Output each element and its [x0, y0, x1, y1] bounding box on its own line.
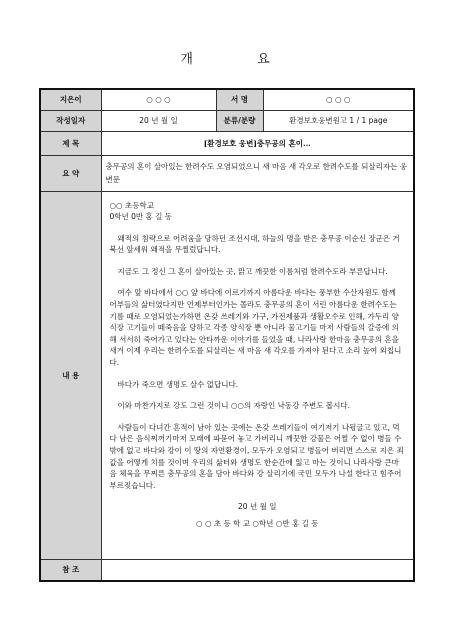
- category-value: 환경보호웅변원고 1 / 1 page: [263, 110, 414, 131]
- content-row: [40, 191, 414, 559]
- summary-value: 충무공의 혼이 살아있는 한려수도 오염되었으니 새 마음 새 각오로 한려수도를 되살리자는 웅변문: [101, 155, 414, 191]
- author-label: 지은이: [40, 89, 101, 110]
- school-line: ○○ 초등학교: [109, 200, 154, 210]
- subject-value: [환경보호 웅변]충무공의 혼이...: [101, 131, 414, 155]
- author-row: [40, 89, 414, 110]
- student-line: 0학년 0반 홍 길 동: [109, 212, 173, 222]
- summary-form-table: [39, 88, 415, 582]
- signature-line: ○ ○ 초 등 학 교 ○학년 ○반 홍 길 동: [196, 518, 319, 528]
- author-value: ○ ○ ○: [101, 89, 216, 110]
- paragraph-6: 사람들이 다녀간 흔적이 남아 있는 곳에는 온갖 쓰레기들이 여기저기 나뒹굴고 있고, 먹다 남은 음식찌꺼기마저 모래에 파묻어 놓고 가버리니 깨끗한 강물은 어쩔 수 없이 병들 수밖에 없고 바다와 강이 이 땅의 자연환경이, 모두가 오염되고 병들어 버리면 스스로 지은 죄 값을 어떻게 치를 것이며 우리의 삶터와 생명도 한순간에 잃고 마는 것이니 나라사랑 큰마음 체육을 무찌른 충무공의 혼을 담아 바다와 강 살리기에 국민 모두가 나설 한다고 힘주어 부르짖습니다.: [109, 422, 404, 490]
- reference-value: [101, 559, 414, 581]
- content-body: [101, 191, 414, 559]
- subject-row: [40, 131, 414, 155]
- paragraph-4: 바다가 죽으면 생명도 살수 없답니다.: [117, 379, 239, 389]
- paragraph-1: 왜적의 침략으로 어려움을 당하던 조선시대, 하늘의 명을 받은 충무공 이순신 장군은 거북선 앞세워 왜적을 무찔렀답니다.: [109, 233, 400, 255]
- date-row: [40, 110, 414, 131]
- date-line: 20 년 월 일: [238, 502, 277, 512]
- document-title: 개 요: [180, 52, 300, 67]
- paragraph-2: 지금도 그 정신 그 혼이 살아있는 곳, 맑고 깨끗한 이름처럼 한려수도라 부른답니다.: [117, 266, 388, 276]
- reference-label: 참 조: [40, 559, 101, 581]
- approver-value: ○ ○ ○: [263, 89, 414, 110]
- summary-label: 요 약: [40, 155, 101, 191]
- reference-row: [40, 559, 414, 581]
- category-label: 분류/분량: [216, 110, 263, 131]
- paragraph-5: 이와 마찬가지로 강도 그런 것이니 ○○의 자랑인 낙동강 주변도 봅시다.: [117, 401, 351, 411]
- paragraph-3: 여수 앞 바다에서 ○○ 앞 바다에 이르기까지 아름다운 바다는 풍부한 수산자원도 함께 어부들의 삶터였다지만 언제부터인가는 몰라도 충무공의 혼이 서린 아름다운 한려수도는 기름 때로 오염되었는가하면 온갖 쓰레기와 가구, 가전제품과 생활오수로 인해, 가두리 양식장 고기들이 떼죽음을 당하고 각종 양식장 뿐 아니라 물고기들 마저 사람들의 갈증에 의해 서서히 죽어가고 있다는 안타까운 이야기를 들었을 때, 나라사랑 한마음 충무공의 혼을 새겨 이제 우리는 한려수도를 되살리는 새 마음 새 각오를 가져야 된다고 소리 높여 외칩니다.: [109, 288, 402, 368]
- summary-row: [40, 155, 414, 191]
- date-label: 작성일자: [40, 110, 101, 131]
- approver-label: 서 명: [216, 89, 263, 110]
- subject-label: 제 목: [40, 131, 101, 155]
- date-value: 20 년 월 일: [101, 110, 216, 131]
- content-label: 내 용: [40, 191, 101, 559]
